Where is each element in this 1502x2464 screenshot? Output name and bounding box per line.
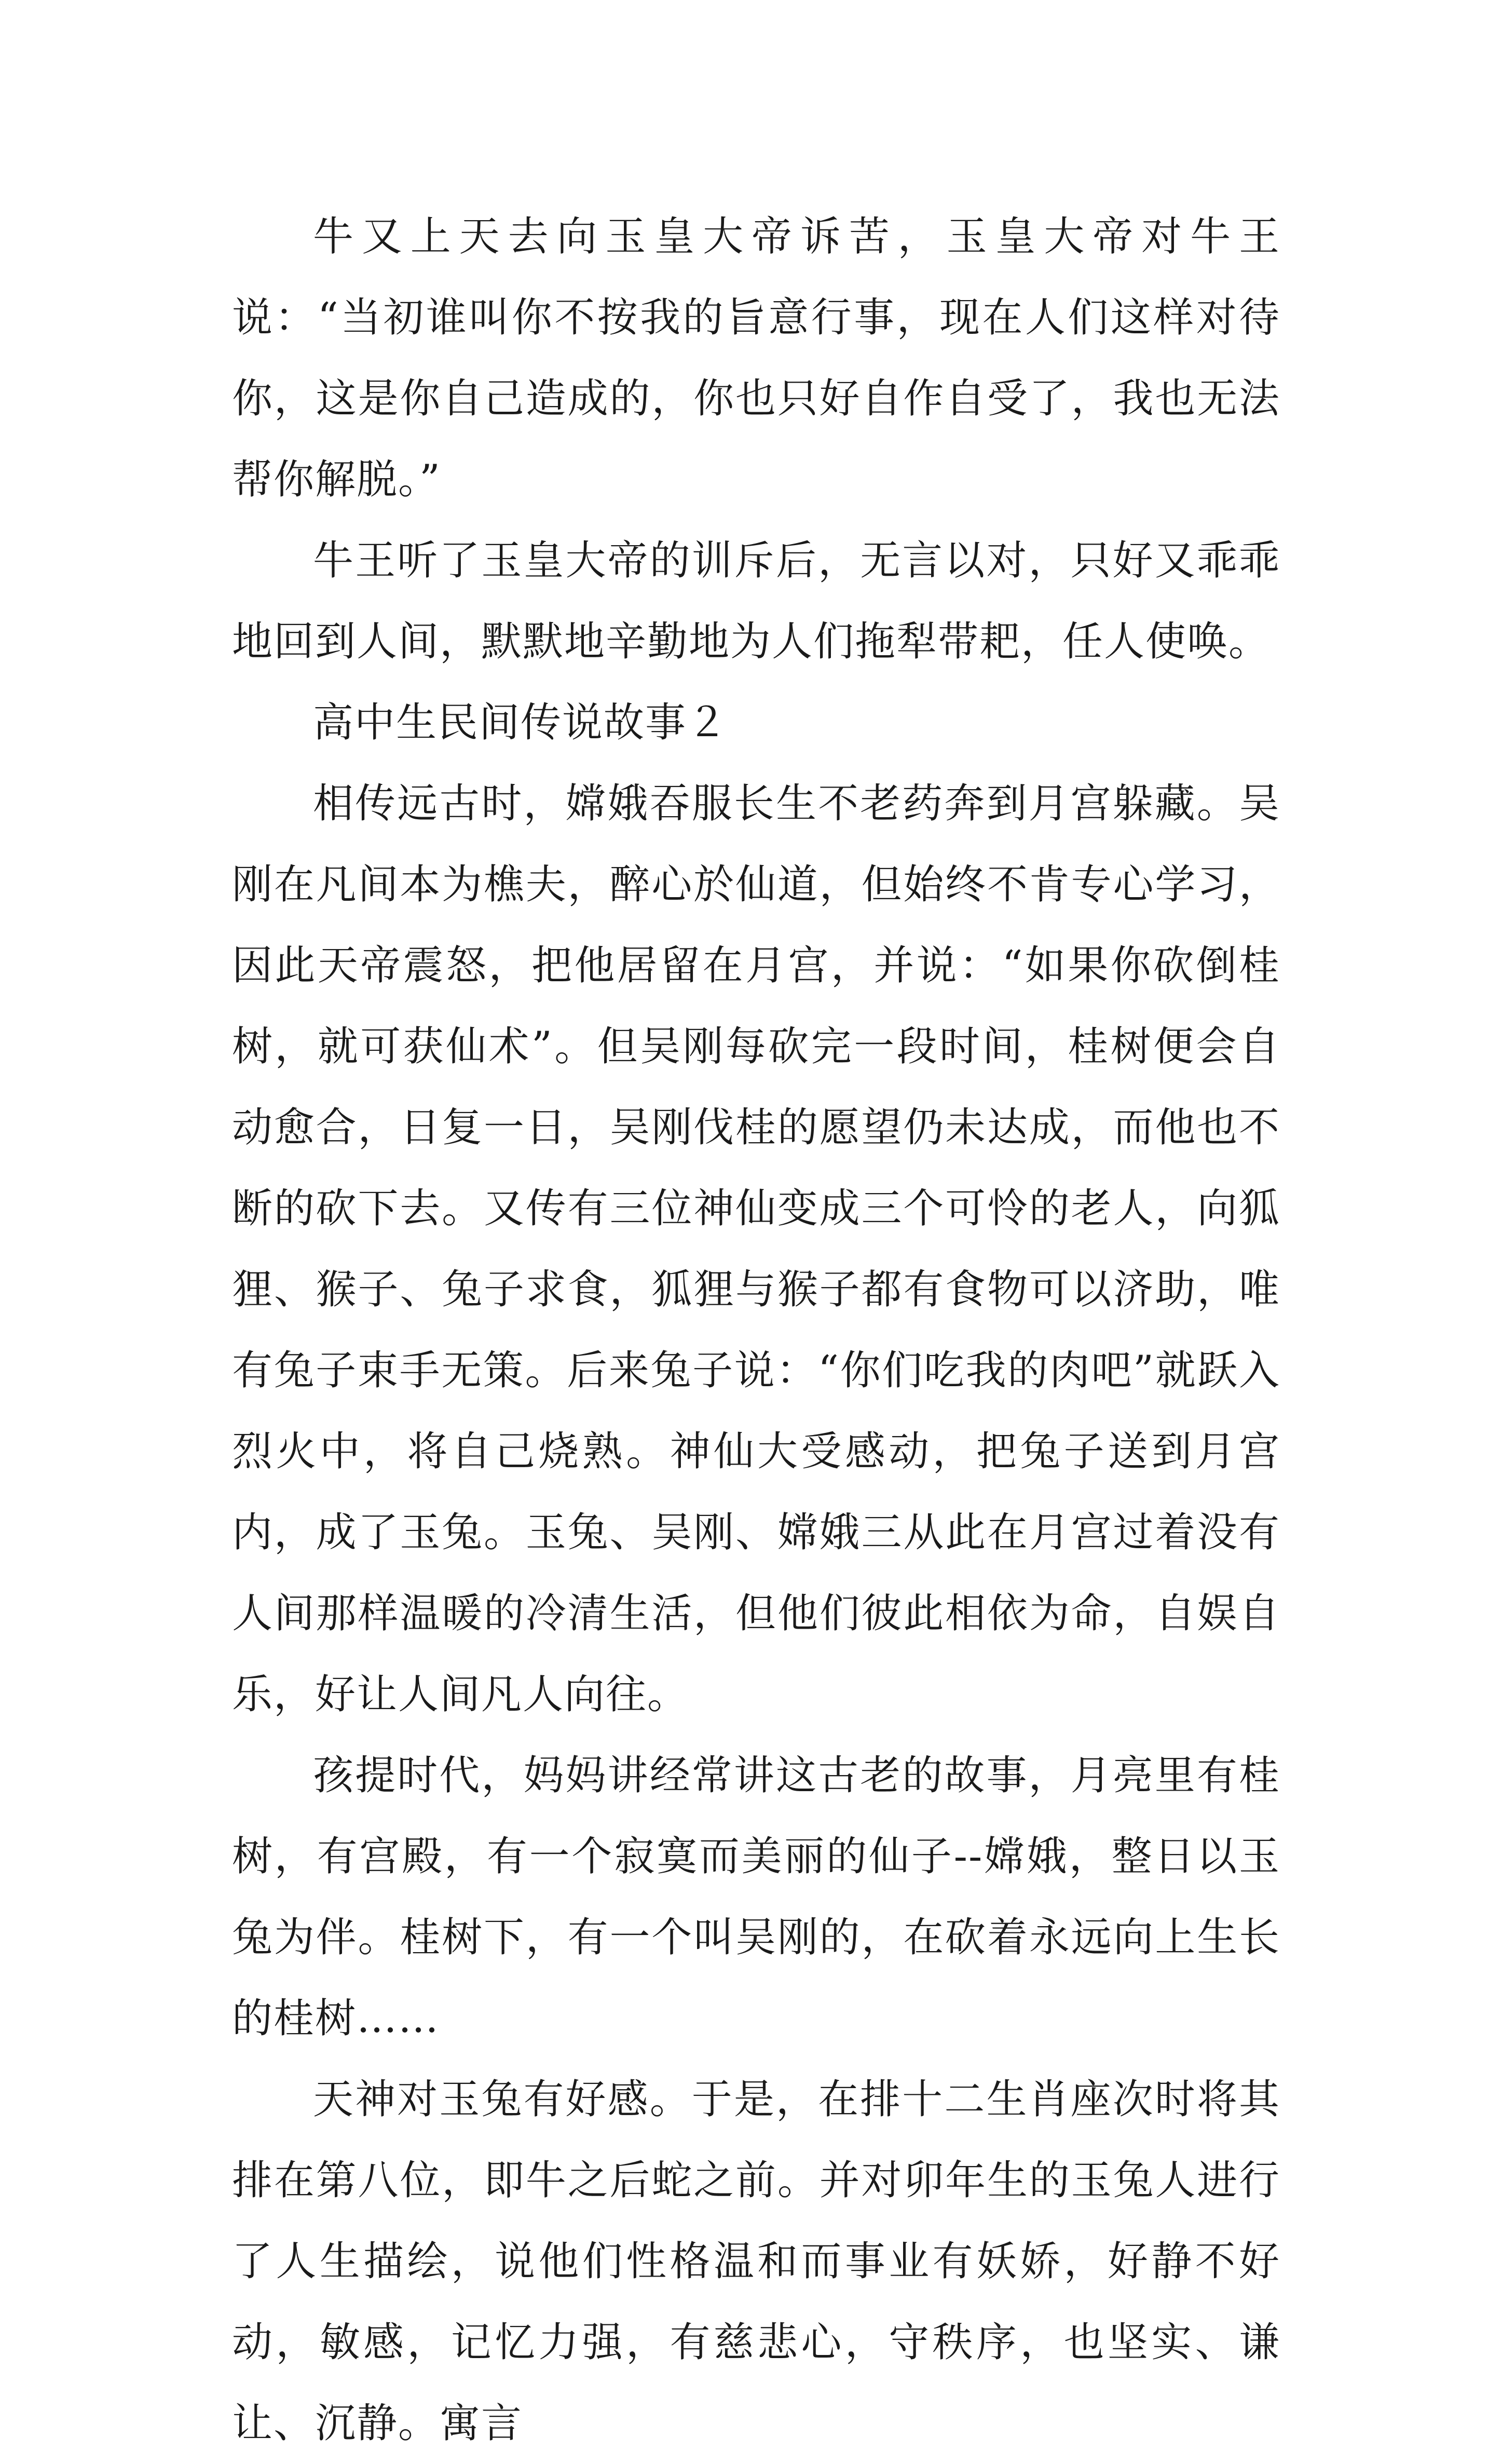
paragraph: 孩提时代，妈妈讲经常讲这古老的故事，月亮里有桂树，有宫殿，有一个寂寞而美丽的仙子--嫦娥，整日以玉兔为伴。桂树下，有一个叫吴刚的，在砍着永远向上生长的桂树……: [232, 1752, 1280, 2042]
paragraph: 牛王听了玉皇大帝的训斥后，无言以对，只好又乖乖地回到人间，默默地辛勤地为人们拖犁带耙，任人使唤。: [232, 537, 1280, 665]
paragraph: 相传远古时，嫦娥吞服长生不老药奔到月宫躲藏。吴刚在凡间本为樵夫，醉心於仙道，但始终不肯专心学习，因此天帝震怒，把他居留在月宫，并说：“如果你砍倒桂树，就可获仙术”。但吴刚每砍完一段时间，桂树便会自动愈合，日复一日，吴刚伐桂的愿望仍未达成，而他也不断的砍下去。又传有三位神仙变成三个可怜的老人，向狐狸、猴子、兔子求食，狐狸与猴子都有食物可以济助，唯有兔子束手无策。后来兔子说：“你们吃我的肉吧”就跃入烈火中，将自己烧熟。神仙大受感动，把兔子送到月宫内，成了玉兔。玉兔、吴刚、嫦娥三从此在月宫过着没有人间那样温暖的冷清生活，但他们彼此相依为命，自娱自乐，好让人间凡人向往。: [232, 780, 1280, 1718]
section-title: 高中生民间传说故事２: [313, 699, 729, 746]
paragraph: 天神对玉兔有好感。于是，在排十二生肖座次时将其排在第八位，即牛之后蛇之前。并对卯年生的玉兔人进行了人生描绘，说他们性格温和而事业有妖娇，好静不好动，敏感，记忆力强，有慈悲心，守秩序，也坚实、谦让、沉静。寓言: [232, 2076, 1280, 2447]
paragraph: 牛又上天去向玉皇大帝诉苦，玉皇大帝对牛王说：“当初谁叫你不按我的旨意行事，现在人们这样对待你，这是你自己造成的，你也只好自作自受了，我也无法帮你解脱。”: [232, 213, 1280, 503]
document-body: [232, 196, 1280, 2464]
